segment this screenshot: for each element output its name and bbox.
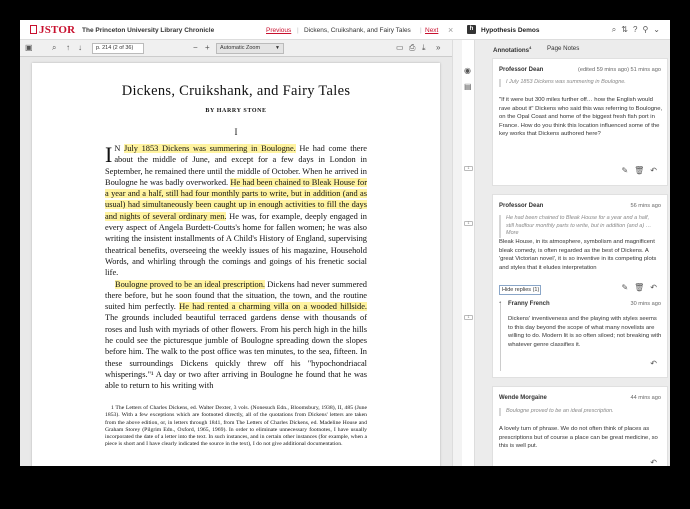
article-title: Dickens, Cruikshank, and Fairy Tales: [304, 27, 411, 34]
annotation-user[interactable]: Professor Dean: [499, 67, 544, 73]
page-count: (2 of 36): [112, 45, 134, 51]
reply-icon[interactable]: ↶: [650, 458, 657, 466]
highlight[interactable]: He had been chained to Bleak House for a year and a half, still had four monthly parts to write, but in addition (and as usual) had simultaneously been caught up in enough activities to fill the days and nights of several ordinary men.: [105, 177, 367, 221]
note-icon[interactable]: ▤: [464, 82, 472, 91]
annotation-card[interactable]: [492, 194, 668, 378]
annotation-anchor[interactable]: 1: [464, 315, 473, 320]
sidebar-toggle-icon[interactable]: ▣: [25, 43, 33, 52]
section-numeral: I: [234, 127, 238, 137]
zoom-select[interactable]: [216, 43, 284, 54]
highlight[interactable]: Boulogne proved to be an ideal prescription.: [115, 279, 265, 289]
tab-page-notes[interactable]: Page Notes: [547, 45, 580, 52]
arrow-down-icon[interactable]: ↓: [78, 43, 82, 52]
annotation-card[interactable]: [492, 58, 668, 186]
text-run: He had come there about the middle of June, and except for a few days in London in September, he remained there until the middle of October. When he arrived in Boulogne he was badly overworked.: [105, 144, 367, 187]
text-run: The grounds included beautiful terraced gardens dense with thousands of roses and lush with myriads of other flowers. From his perch high in the hills he could see the picturesque jumble of Boulogne spreading down the slopes before him. The walk to the post office was ten minutes, to the sea, fifteen. In these surroundings Dickens quickly threw off his "hypochondriacal whisperings."¹ A day or two after arriving in Boulogne he found that he was able to return to his writing with: [105, 313, 367, 391]
journal-title: The Princeton University Library Chronicle: [82, 27, 215, 34]
print-icon[interactable]: ⎙: [409, 43, 416, 52]
reply-icon[interactable]: ↶: [650, 359, 657, 368]
annotation-anchor[interactable]: 1: [464, 221, 473, 226]
reply-time[interactable]: 30 mins ago: [630, 301, 661, 307]
search-icon[interactable]: ⌕: [611, 25, 617, 34]
annotation-actions: [644, 459, 657, 466]
delete-icon[interactable]: 🗑: [634, 283, 645, 292]
scrollbar[interactable]: [452, 40, 462, 466]
sidebar-control-strip: [462, 40, 475, 466]
chevron-down-icon[interactable]: ⌄: [653, 25, 660, 34]
user-icon[interactable]: ⚲: [642, 25, 649, 34]
text-run: He was, for example, deeply engaged in every aspect of Angela Burdett-Coutts's home for fallen women; he was also writing the insistent installments of A Child's History of England, supervising theatrical benefits, overseeing the weekly issues of his magazine, Household Words, and whirling through the comings and goings of his frenetic social life.: [105, 211, 367, 278]
text-run: N: [114, 144, 124, 153]
reply-icon[interactable]: ↶: [650, 166, 657, 175]
pdf-page[interactable]: [32, 63, 440, 466]
annotation-text: "If it were but 300 miles further off… how the English would rave about it" Dickens who said this was referring to Boulogne, on the Opal Coast and home of the biggest fresh fish port in France. How do you think this location influenced some of the key works that Dickens authored here?: [499, 97, 663, 137]
annotations-panel: [475, 57, 670, 466]
app-window: [20, 20, 670, 466]
eye-icon[interactable]: ◉: [464, 66, 471, 75]
annotation-actions: [615, 284, 657, 293]
search-icon[interactable]: ⌕: [52, 43, 57, 52]
quote-line: still hadfour monthly parts to write, but in addition (and a) … More: [506, 222, 652, 236]
open-icon[interactable]: ▭: [396, 43, 404, 52]
reply-thread-line: [500, 301, 501, 371]
reply-user[interactable]: Franny French: [508, 301, 550, 307]
annotation-text: Bleak House, in its atmosphere, symbolism and magnificent bleak comedy, is often regarded as the best of Dickens. A 'great Victorian novel', it is so inventive in its competing plots and styles that it eludes interpretation: [499, 239, 657, 271]
text-run: Dickens had never summered there before, but he soon found that the situation, the town, and the routine suited him perfectly.: [105, 279, 367, 312]
sidebar-tabs: [475, 40, 670, 57]
paragraph: [105, 143, 367, 279]
chevron-down-icon: ▼: [275, 45, 280, 51]
page-byline: BY HARRY STONE: [205, 108, 267, 114]
annotation-time[interactable]: 44 mins ago: [630, 395, 661, 401]
edit-icon[interactable]: ✎: [621, 166, 629, 175]
paragraph: [105, 279, 367, 392]
close-icon[interactable]: ×: [448, 25, 454, 35]
reply-icon[interactable]: ↶: [650, 283, 657, 292]
annotation-user[interactable]: Professor Dean: [499, 203, 544, 209]
reply-text: Dickens' inventiveness and the playing with styles seems to this day beyond the scope of what many novelists are willing to do. Modern lit is so often siloed; not breaking with whatever genre classifies it.: [508, 316, 662, 348]
tab-label: Annotations: [493, 47, 530, 55]
annotation-anchor[interactable]: 1: [464, 166, 473, 171]
separator: |: [297, 27, 299, 34]
annotation-user[interactable]: Wende Morgaine: [499, 395, 547, 401]
jstor-brand-text: JSTOR: [39, 24, 76, 36]
chevron-down-icon[interactable]: ⌄: [498, 299, 503, 305]
annotation-time[interactable]: 56 mins ago: [630, 203, 661, 209]
hypothesis-logo: h: [467, 25, 476, 34]
separator: |: [420, 27, 422, 34]
group-title[interactable]: Hypothesis Demos: [481, 27, 540, 34]
drop-cap: I: [105, 142, 113, 167]
article-body[interactable]: [105, 143, 367, 392]
bookmark-icon[interactable]: »: [436, 43, 441, 52]
annotation-time[interactable]: (edited 59 mins ago) 51 mins ago: [577, 67, 661, 73]
previous-link[interactable]: Previous: [266, 27, 292, 34]
page-number-value: p. 214: [96, 45, 112, 51]
hide-replies-button[interactable]: Hide replies (1): [499, 285, 541, 295]
annotation-actions: [615, 167, 657, 176]
jstor-logo[interactable]: [30, 24, 75, 36]
jstor-logo-mark: [30, 25, 37, 34]
top-bar: [20, 20, 670, 40]
sidebar-top-icons: [607, 25, 660, 35]
annotation-quote[interactable]: [499, 215, 663, 238]
next-link[interactable]: Next: [425, 27, 439, 34]
annotation-card[interactable]: [492, 386, 668, 466]
highlight[interactable]: He had rented a charming villa on a wooded hillside.: [179, 302, 368, 312]
reply-actions: [644, 360, 657, 369]
highlight[interactable]: July 1853 Dickens was summering in Boulogne.: [124, 144, 296, 153]
quote-line: He had been chained to Bleak House for a year and a half,: [506, 215, 650, 221]
arrow-up-icon[interactable]: ↑: [66, 43, 70, 52]
zoom-in-icon[interactable]: +: [205, 43, 210, 52]
help-icon[interactable]: ?: [632, 25, 638, 34]
annotation-quote[interactable]: Boulogne proved to be an ideal prescription.: [499, 408, 663, 416]
document-viewer[interactable]: [20, 57, 452, 466]
delete-icon[interactable]: 🗑: [634, 166, 645, 175]
zoom-out-icon[interactable]: −: [193, 43, 198, 52]
viewer-toolbar: [20, 40, 452, 57]
tab-count: 4: [529, 45, 532, 50]
download-icon[interactable]: ⤓: [422, 43, 426, 52]
footnote: 1 The Letters of Charles Dickens, ed. Walter Dexter, 3 vols. (Nonesuch Edn., Bloomsbury, 1938), II, 485 (June 1853). With a few exceptions which are footnoted directly, all of the quotations from Dickens' letters are taken from the above edition, or, in letters through 1841, from The Letters of Charles Dickens, ed. Madeline House and Graham Storey (Pilgrim Edn., Oxford, 1965, 1969). In order to eliminate unnecessary footnotes, I have usually incorporated the date of a letter into the text. In such instances, and in certain other instances (for example, when a piece is short and I have clearly indicated the source in the text), I do not give additional documentation.: [105, 405, 367, 448]
page-number-input[interactable]: [92, 43, 144, 54]
annotation-quote[interactable]: I July 1853 Dickens was summering in Boulogne.: [499, 79, 663, 87]
sort-icon[interactable]: ⇅: [621, 25, 628, 34]
zoom-value: Automatic Zoom: [220, 45, 261, 51]
page-article-title: Dickens, Cruikshank, and Fairy Tales: [121, 83, 351, 99]
annotation-text: A lovely turn of phrase. We do not often think of places as prescriptions but of course a place can be great medicine, so this is well put.: [499, 426, 658, 449]
tab-annotations[interactable]: [493, 45, 531, 54]
edit-icon[interactable]: ✎: [621, 283, 629, 292]
